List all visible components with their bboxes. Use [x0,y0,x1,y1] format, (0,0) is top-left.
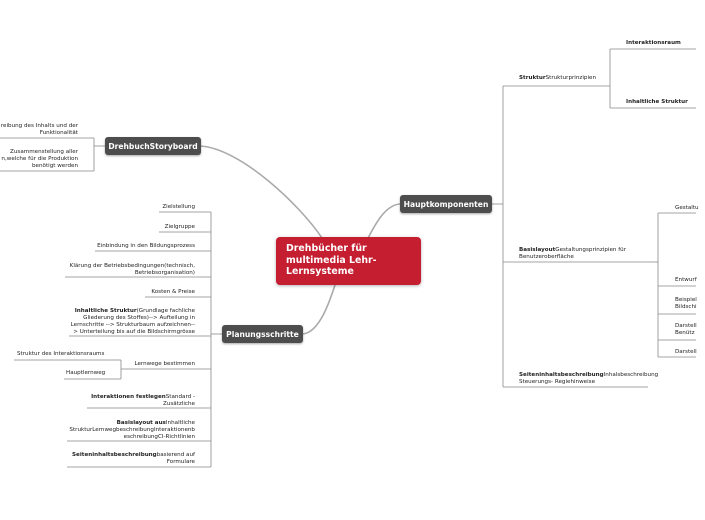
branch-planungsschritte[interactable]: Planungsschritte [222,325,303,343]
lernwege-child-interaktionsraum[interactable]: Struktur des Interaktionsraums [17,351,105,357]
bold-label: Inhaltliche Struktur [74,308,137,314]
lernwege-child-hauptlernweg[interactable]: Hauptlernweg [66,370,106,376]
struktur-child-interaktionsraum[interactable] [626,40,696,47]
child-label: Interaktionsraum [626,40,681,46]
planung-item-seiteninhalt[interactable] [68,452,195,466]
struktur-child-inhaltliche-struktur[interactable] [626,99,696,106]
item-text: basierend auf Formulare [156,452,195,465]
planung-item-zielstellung[interactable]: Zielstellung [162,204,195,210]
planung-item-zielgruppe[interactable]: Zielgruppe [164,224,195,230]
item-text: Inhalsbeschreibung Steuerungs- Regiehinweise [519,372,659,385]
bold-label: Struktur [519,75,546,81]
basislayout-child-beispiel[interactable]: Beispiel Bildschi [675,297,697,310]
item-text: Standard - Zusätzliche [162,394,195,407]
central-topic[interactable]: Drehbücher für multimedia Lehr-Lernsysteme [276,237,421,285]
haupt-item-struktur[interactable] [519,75,609,82]
basislayout-child-entwurf[interactable]: Entwurf [675,277,697,283]
bold-label: Interaktionen festlegen [91,394,166,400]
bold-label: Seiteninhaltsbeschreibung [519,372,604,378]
branch-drehbuch-storyboard[interactable]: DrehbuchStoryboard [105,137,201,155]
branch-hauptkomponenten[interactable]: Hauptkomponenten [400,195,492,213]
bold-label: Basislayout [519,247,556,253]
drehbuch-item-zusammenstellung[interactable]: Zusammenstellung aller n,welche für die Produktion benötigt werden [1,149,78,169]
bold-label: Basislayout aus [116,420,166,426]
planung-item-betriebsbedingungen[interactable]: Klärung der Betriebsbedingungen(technisch, Betriebsorganisation) [69,263,195,276]
basislayout-child-gestaltung[interactable]: Gestaltu [675,205,699,211]
haupt-item-seiteninhalt[interactable] [519,372,659,386]
drehbuch-item-beschreibung[interactable]: reibung des Inhalts und der Funktionalität [0,123,78,136]
planung-item-basislayout[interactable] [68,420,195,441]
bold-label: Seiteninhaltsbeschreibung [72,452,157,458]
item-text: Inhaltliche StrukturLernwegbeschreibungInteraktionenb eschreibungCI-Richtlinien [69,420,195,440]
item-text: Strukturprinzipien [545,75,596,81]
haupt-item-basislayout[interactable] [519,247,634,261]
item-text: Gestaltungsprinzipien für Benutzeroberfläche [519,247,627,260]
planung-item-lernwege[interactable]: Lernwege bestimmen [134,361,195,367]
planung-item-einbindung[interactable]: Einbindung in den Bildungsprozess [97,243,195,249]
planung-item-inhaltliche-struktur[interactable] [68,308,195,336]
child-label: Inhaltliche Struktur [626,99,688,105]
basislayout-child-darstellung-1[interactable]: Darstell Benütz [675,323,697,336]
item-text: (Grundlage fachliche Gliederung des Stoffes)--> Aufteilung in Lernschritte --> Strukturbaum aufzeichnen--> Unterteilung bis auf die Bildschirmgrösse [70,308,195,335]
planung-item-kosten[interactable]: Kosten & Preise [151,289,195,295]
planung-item-interaktionen[interactable] [80,394,195,408]
basislayout-child-darstellung-2[interactable]: Darstell [675,349,697,355]
